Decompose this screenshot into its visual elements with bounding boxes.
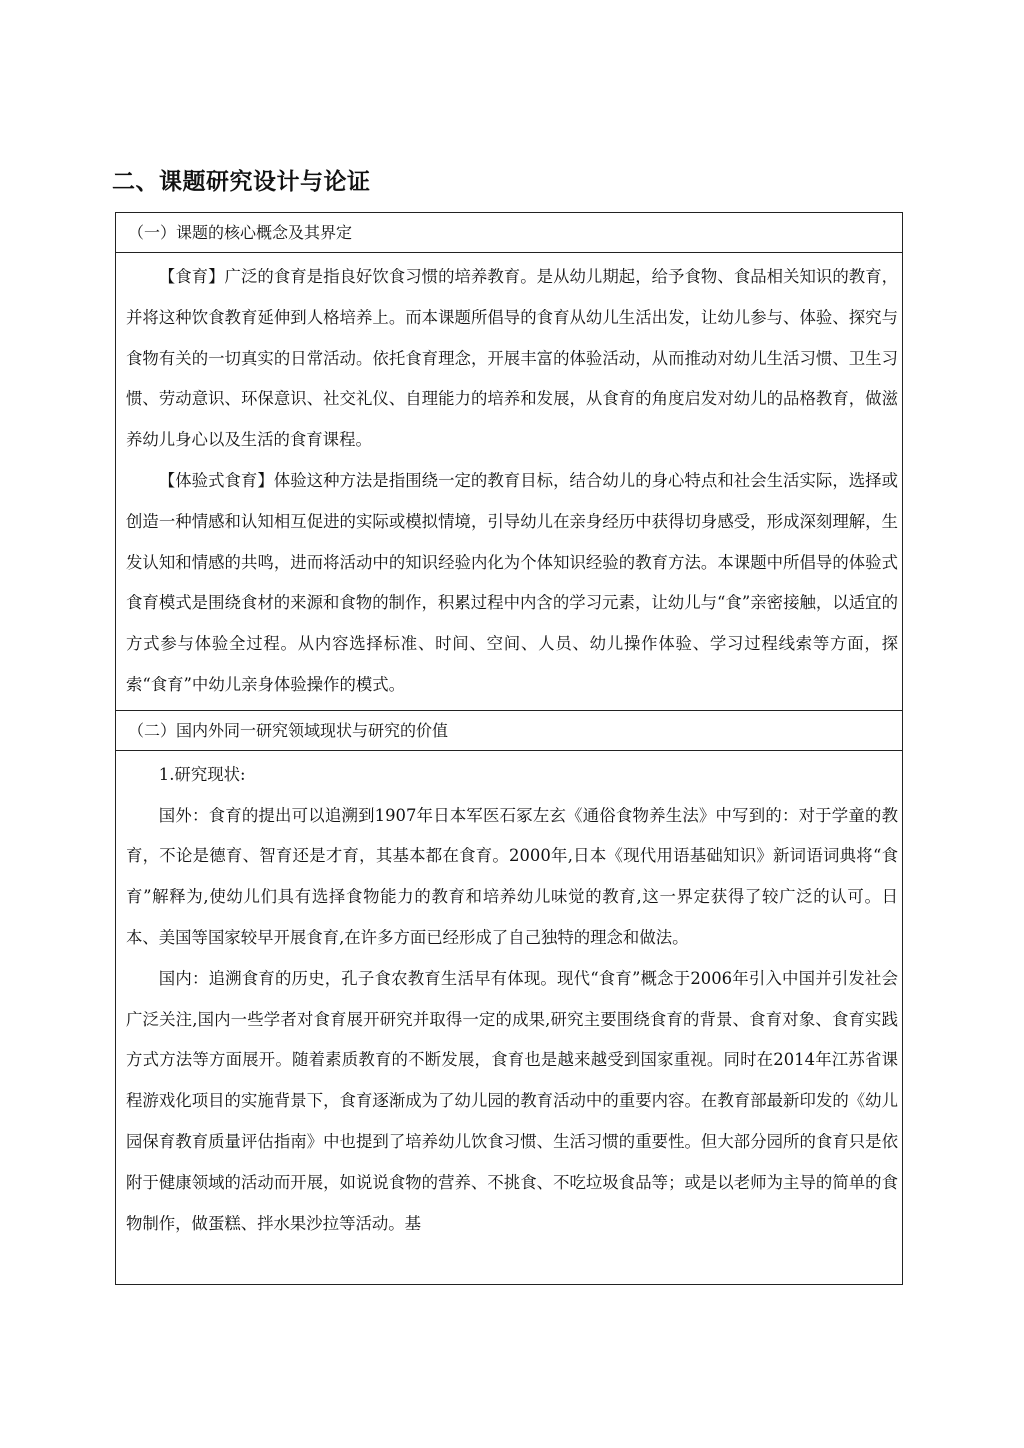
section-1-body — [116, 253, 903, 711]
list-heading: 1.研究现状: — [158, 764, 246, 784]
section-2-content — [126, 755, 898, 1280]
definition-text: 体验这种方法是指围绕一定的教育目标，结合幼儿的身心特点和社会生活实际，选择或创造一种情感和认知相互促进的实际或模拟情境，引导幼儿在亲身经历中获得切身感受，形成深刻理解，生发认知和情感的共鸣，进而将活动中的知识经验内化为个体知识经验的教育方法。本课题中所倡导的体验式食育模式是围绕食材的来源和食物的制作，积累过程中内含的学习元素，让幼儿与“食”亲密接触，以适宜的方式参与体验全过程。从内容选择标准、时间、空间、人员、幼儿操作体验、学习过程线索等方面，探索“食育”中幼儿亲身体验操作的模式。 — [126, 470, 899, 694]
paragraph-domestic: 国内：追溯食育的历史，孔子食农教育生活早有体现。现代“食育”概念于2006年引入中国并引发社会广泛关注,国内一些学者对食育展开研究并取得一定的成果,研究主要围绕食育的背景、食育对象、食育实践方式方法等方面展开。随着素质教育的不断发展，食育也是越来越受到国家重视。同时在2014年江苏省课程游戏化项目的实施背景下，食育逐渐成为了幼儿园的教育活动中的重要内容。在教育部最新印发的《幼儿园保育教育质量评估指南》中也提到了培养幼儿饮食习惯、生活习惯的重要性。但大部分园所的食育只是依附于健康领域的活动而开展，如说说食物的营养、不挑食、不吃垃圾食品等；或是以老师为主导的简单的食物制作，做蛋糕、拌水果沙拉等活动。基 — [126, 968, 898, 1233]
term-label: 【体验式食育】 — [158, 470, 274, 490]
definition-text: 广泛的食育是指良好饮食习惯的培养教育。是从幼儿期起，给予食物、食品相关知识的教育，并将这种饮食教育延伸到人格培养上。而本课题所倡导的食育从幼儿生活出发，让幼儿参与、体验、探究与食物有关的一切真实的日常活动。依托食育理念，开展丰富的体验活动，从而推动对幼儿生活习惯、卫生习惯、劳动意识、环保意识、社交礼仪、自理能力的培养和发展，从食育的角度启发对幼儿的品格教育，做滋养幼儿身心以及生活的食育课程。 — [126, 267, 899, 450]
section-2-title: （二）国内外同一研究领域现状与研究的价值 — [116, 710, 903, 750]
section-2-body — [116, 750, 903, 1284]
section-1-title: （一）课题的核心概念及其界定 — [116, 213, 903, 253]
research-design-table — [115, 212, 903, 1285]
definition-paragraph-shiyu — [126, 257, 898, 461]
definition-paragraph-tiyanshi — [126, 461, 898, 706]
term-label: 【食育】 — [158, 267, 225, 286]
paragraph-abroad: 国外：食育的提出可以追溯到1907年日本军医石冢左玄《通俗食物养生法》中写到的：对于学童的教育，不论是德育、智育还是才育，其基本都在食育。2000年,日本《现代用语基础知识》新词语词典将“食育”解释为,使幼儿们具有选择食物能力的教育和培养幼儿味觉的教育,这一界定获得了较广泛的认可。日本、美国等国家较早开展食育,在许多方面已经形成了自己独特的理念和做法。 — [126, 805, 898, 947]
section-heading: 二、课题研究设计与论证 — [112, 169, 371, 195]
